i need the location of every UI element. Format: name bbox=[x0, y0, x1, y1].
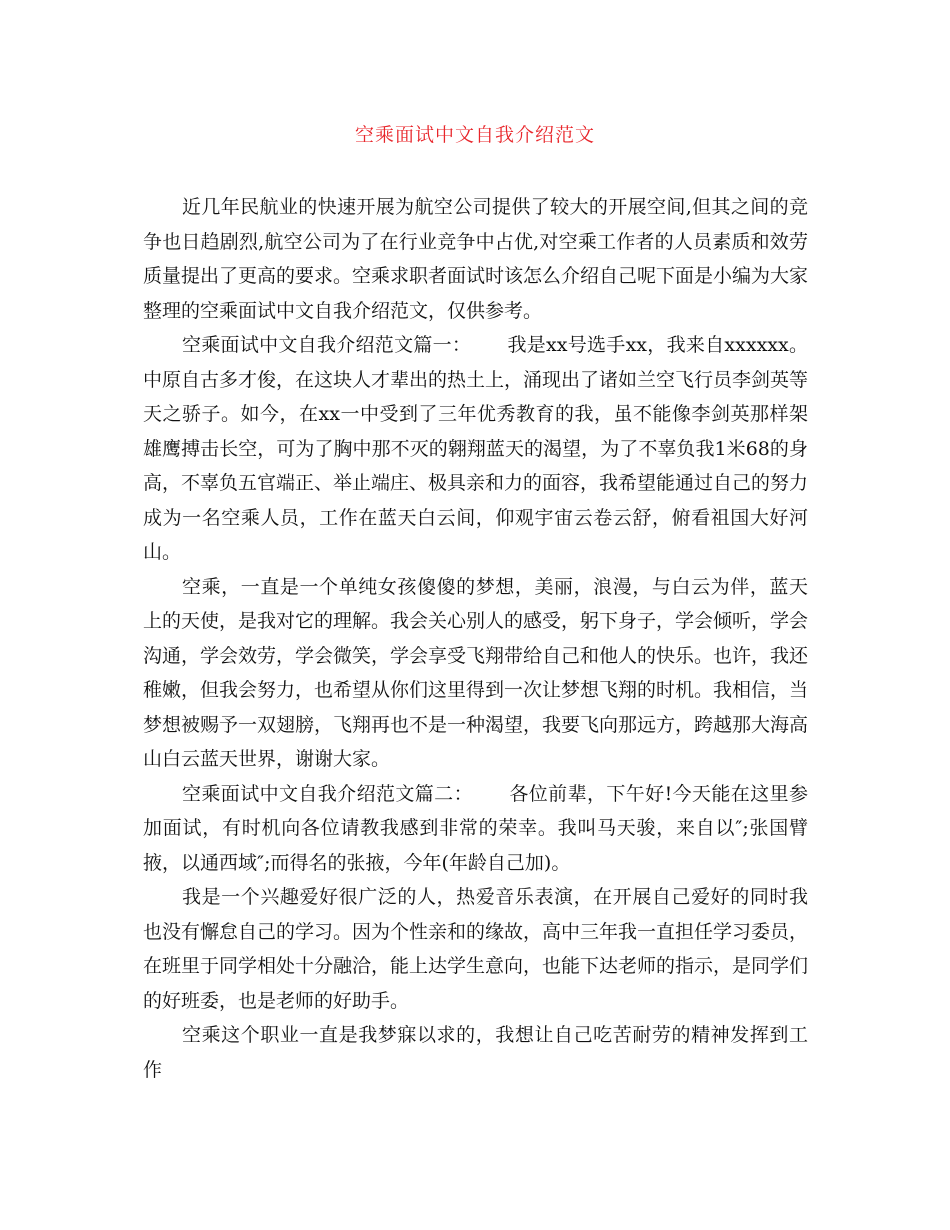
paragraph-intro bbox=[143, 190, 808, 328]
paragraph-dream bbox=[143, 570, 808, 777]
paragraph-career bbox=[143, 1018, 808, 1087]
sample-two-text: 各位前辈，下午好!今天能在这里参加面试，有时机向各位请教我感到非常的荣幸。我叫马天骏，来自以″;张国臂掖，以通西域″;而得名的张掖，今年(年龄自己加)。 bbox=[143, 782, 808, 874]
paragraph-intro-text: 近几年民航业的快速开展为航空公司提供了较大的开展空间,但其之间的竞争也日趋剧烈,航空公司为了在行业竞争中占优,对空乘工作者的人员素质和效劳质量提出了更高的要求。空乘求职者面试时该怎么介绍自己呢下面是小编为大家整理的空乘面试中文自我介绍范文，仅供参考。 bbox=[143, 196, 809, 322]
sample-two-heading: 空乘面试中文自我介绍范文篇二： bbox=[182, 782, 473, 805]
document-body bbox=[143, 190, 808, 1087]
paragraph-hobbies-text: 我是一个兴趣爱好很广泛的人，热爱音乐表演，在开展自己爱好的同时我也没有懈怠自己的学习。因为个性亲和的缘故，高中三年我一直担任学习委员，在班里于同学相处十分融洽，能上达学生意向，也能下达老师的指示，是同学们的好班委，也是老师的好助手。 bbox=[143, 886, 809, 1012]
document-title: 空乘面试中文自我介绍范文 bbox=[354, 124, 595, 146]
paragraph-career-text: 空乘这个职业一直是我梦寐以求的，我想让自己吃苦耐劳的精神发挥到工作 bbox=[143, 1024, 808, 1081]
paragraph-dream-text: 空乘，一直是一个单纯女孩傻傻的梦想，美丽，浪漫，与白云为伴，蓝天上的天使，是我对它的理解。我会关心别人的感受，躬下身子，学会倾听，学会沟通，学会效劳，学会微笑，学会享受飞翔带给自己和他人的快乐。也许，我还稚嫩，但我会努力，也希望从你们这里得到一次让梦想飞翔的时机。我相信，当梦想被赐予一双翅膀，飞翔再也不是一种渴望，我要飞向那远方，跨越那大海高山白云蓝天世界，谢谢大家。 bbox=[143, 575, 809, 770]
paragraph-hobbies bbox=[143, 880, 808, 1018]
sample-one-text: 我是xx号选手xx，我来自xxxxxx。中原自古多才俊，在这块人才辈出的热土上，涌现出了诸如兰空飞行员李剑英等天之骄子。如今，在xx一中受到了三年优秀教育的我，虽不能像李剑英那样架雄鹰搏击长空，可为了胸中那不灭的翱翔蓝天的渴望，为了不辜负我1米68的身高，不辜负五官端正、举止端庄、极具亲和力的面容，我希望能通过自己的努力成为一名空乘人员，工作在蓝天白云间，仰观宇宙云卷云舒，俯看祖国大好河山。 bbox=[143, 334, 809, 563]
sample-one-heading: 空乘面试中文自我介绍范文篇一： bbox=[182, 334, 472, 356]
paragraph-sample-two bbox=[143, 777, 808, 881]
paragraph-sample-one bbox=[143, 328, 808, 570]
